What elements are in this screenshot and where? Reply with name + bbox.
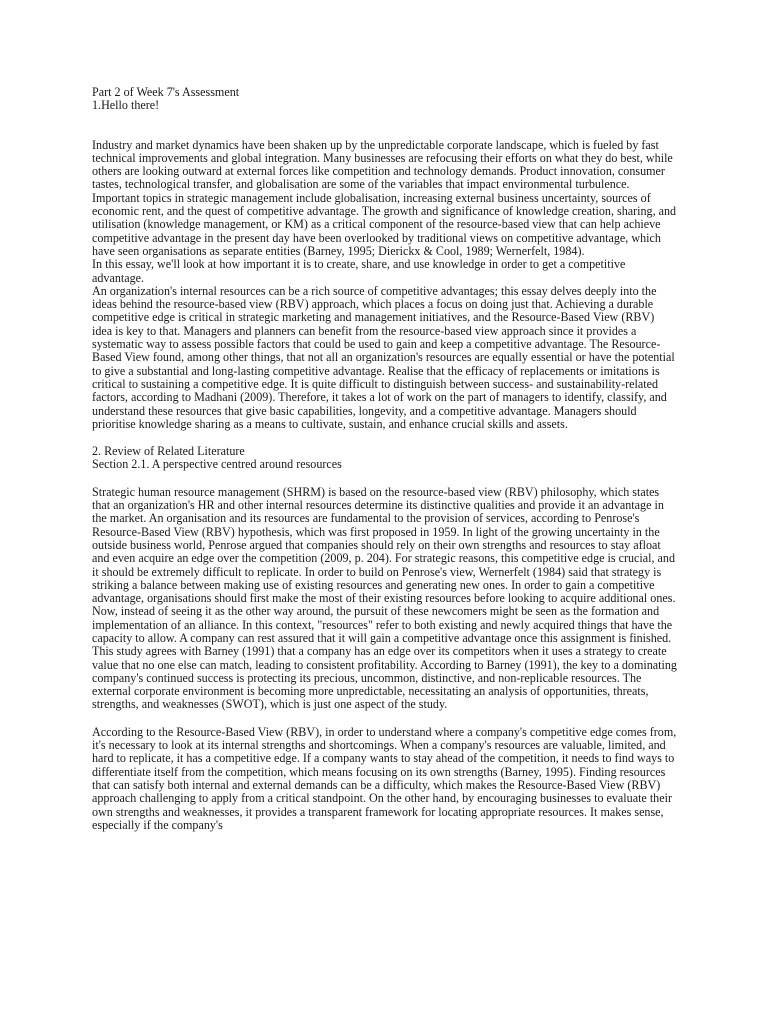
spacer xyxy=(92,472,677,486)
spacer xyxy=(92,113,677,139)
intro-paragraph-2: Important topics in strategic management include globalisation, increasing external business uncertainty, sources of economic rent, and the quest of competitive advantage. The growth and significance of knowledge creation, sharing, and utilisation (knowledge management, or KM) as a critical component of the resource-based view that can help achieve competitive advantage in the present day have been overlooked by traditional views on competitive advantage, which have seen organisations as separate entities (Barney, 1995; Dierickx & Cool, 1989; Wernerfelt, 1984). xyxy=(92,190,677,258)
body-paragraph-2: According to the Resource-Based View (RBV), in order to understand where a company's competitive edge comes from, it's necessary to look at its internal strengths and shortcomings. When a company's resources are valuable, limited, and hard to replicate, it has a competitive edge. If a company wants to stay ahead of the competition, it needs to find ways to differentiate itself from the competition, which means focusing on its own strengths (Barney, 1995). Finding resources that can satisfy both internal and external demands can be a difficulty, which makes the Resource-Based View (RBV) approach challenging to apply from a critical standpoint. On the other hand, by encouraging businesses to evaluate their own strengths and weaknesses, it provides a transparent framework for locating appropriate resources. It makes sense, especially if the company's xyxy=(92,724,677,832)
intro-paragraph-4: An organization's internal resources can be a rich source of competitive advantages; this essay delves deeply into the ideas behind the resource-based view (RBV) approach, which places a focus on doing just that. Achieving a durable competitive edge is critical in strategic marketing and management initiatives, and the Resource-Based View (RBV) idea is key to that. Managers and planners can benefit from the resource-based view approach since it provides a systematic way to assess possible factors that could be used to gain and keep a competitive advantage. The Resource-Based View found, among other things, that not all an organization's resources are equally essential or have the potential to give a substantial and long-lasting competitive advantage. Realise that the efficacy of replacements or imitations is critical to sustaining a competitive edge. It is quite difficult to distinguish between success- and sustainability-related factors, according to Madhani (2009). Therefore, it takes a lot of work on the part of managers to identify, classify, and understand these resources that give basic capabilities, longevity, and a competitive advantage. Managers should prioritise knowledge sharing as a means to cultivate, sustain, and enhance crucial skills and assets. xyxy=(92,283,675,431)
document-title: Part 2 of Week 7's Assessment xyxy=(92,85,240,99)
spacer xyxy=(92,712,677,726)
greeting-line: 1.Hello there! xyxy=(92,98,160,113)
spacer xyxy=(92,431,677,445)
body-paragraph-1: Strategic human resource management (SHRM) is based on the resource-based view (RBV) philosophy, which states that an organization's HR and other internal resources determine its distinctive qualities and provide it an advantage in the market. An organisation and its resources are fundamental to the provision of services, according to Penrose's Resource-Based View (RBV) hypothesis, which was first proposed in 1959. In light of the growing uncertainty in the outside business world, Penrose argued that companies should rely on their own strengths and resources to stay afloat and even acquire an edge over the competition (2009, p. 204). For strategic reasons, this competitive edge is crucial, and it should be extremely difficult to replicate. In order to build on Penrose's view, Wernerfelt (1984) said that strategy is striking a balance between making use of existing resources and generating new ones. In order to gain a competitive advantage, organisations should first make the most of their existing resources before looking to acquire additional ones. Now, instead of seeing it as the other way around, the pursuit of these newcomers might be seen as the formation and implementation of an alliance. In this context, "resources" refer to both existing and newly acquired things that have the capacity to allow. A company can rest assured that it will gain a competitive advantage once this assignment is finished. This study agrees with Barney (1991) that a company has an edge over its competitors when it uses a strategy to create value that no one else can match, leading to consistent profitability. According to Barney (1991), the key to a dominating company's continued success is protecting its precious, uncommon, distinctive, and non-replicable resources. The external corporate environment is becoming more unpredictable, necessitating an analysis of opportunities, threats, strengths, and weaknesses (SWOT), which is just one aspect of the study. xyxy=(92,484,677,712)
intro-paragraph-3: In this essay, we'll look at how important it is to create, share, and use knowledge in order to get a competitive advantage. xyxy=(92,257,626,285)
section-subheading: Section 2.1. A perspective centred around resources xyxy=(92,457,342,472)
intro-paragraph-1: Industry and market dynamics have been shaken up by the unpredictable corporate landscape, which is fueled by fast technical improvements and global integration. Many businesses are refocusing their efforts on what they do best, while others are looking outward at external forces like competition and technology demands. Product innovation, consumer tastes, technological transfer, and globalisation are some of the variables that impact environmental turbulence. xyxy=(92,137,673,192)
section-heading: 2. Review of Related Literature xyxy=(92,444,245,459)
document-page xyxy=(92,86,677,832)
